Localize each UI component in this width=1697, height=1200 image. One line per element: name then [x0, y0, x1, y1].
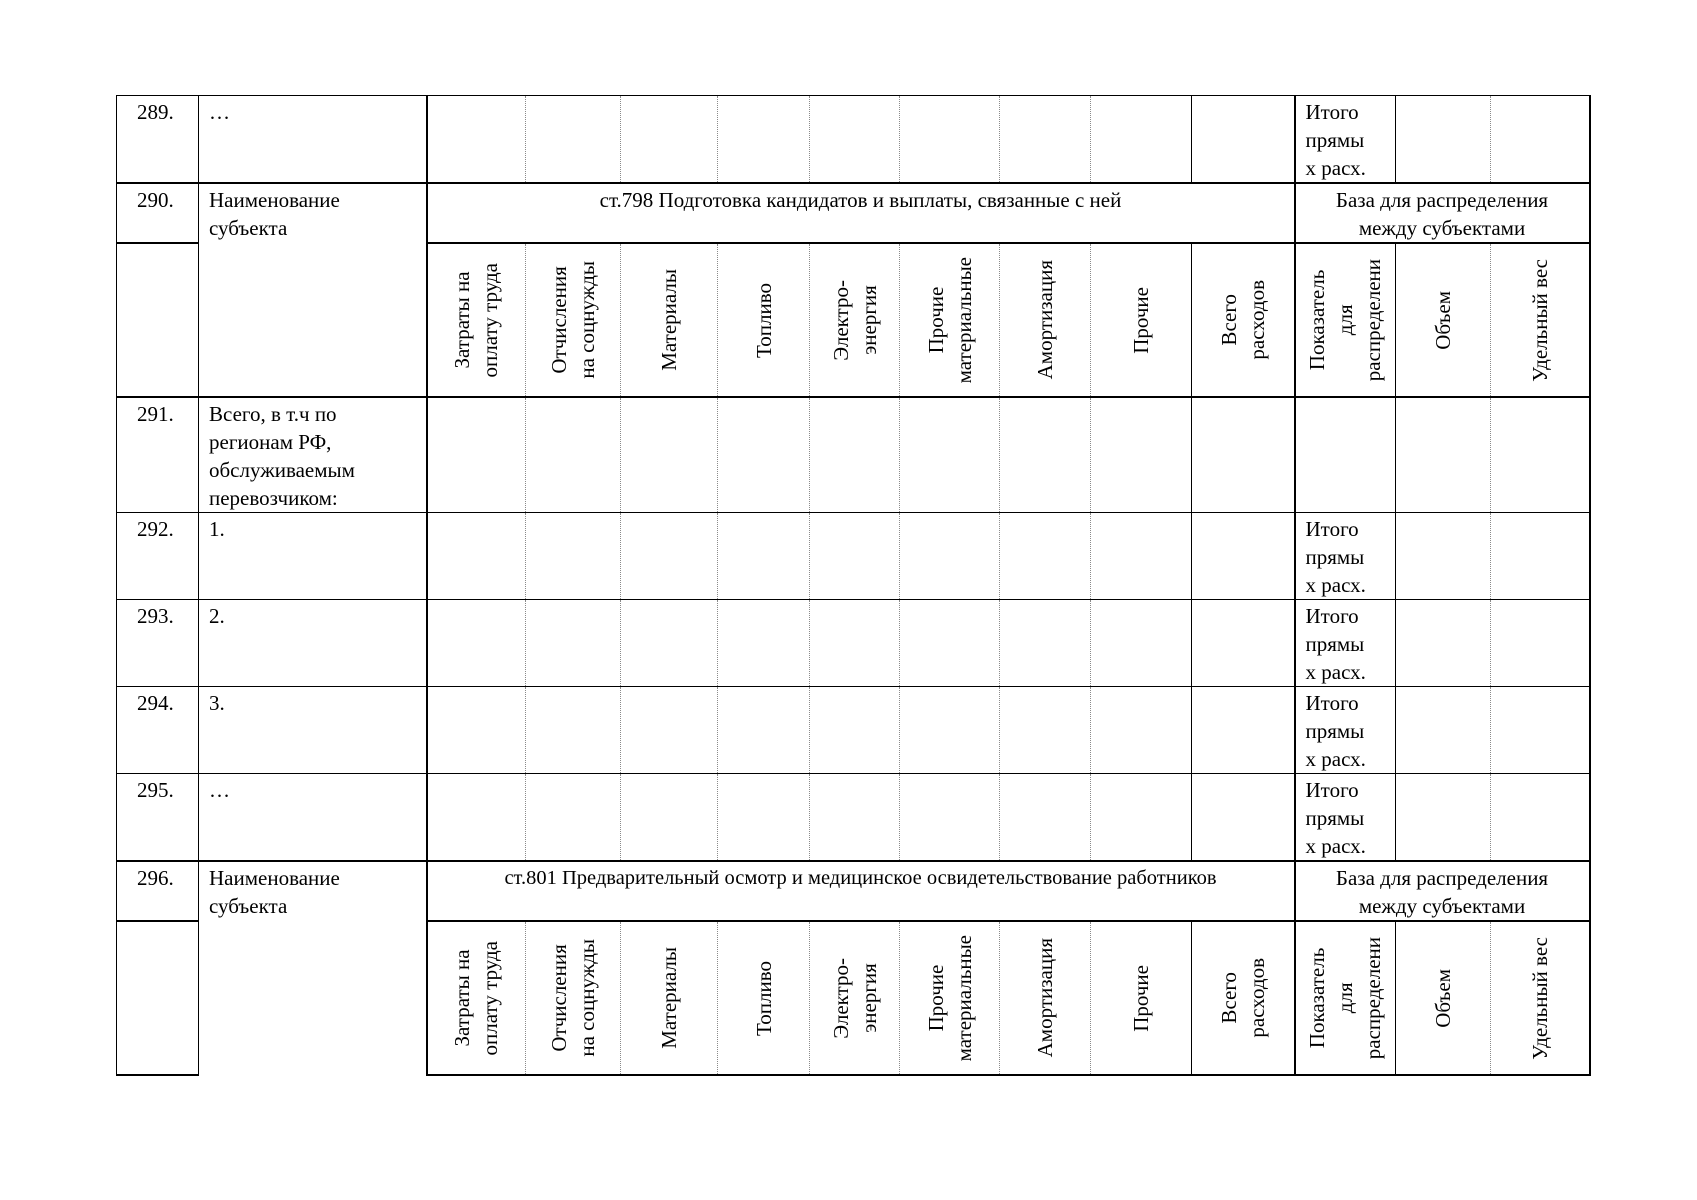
table-row	[117, 687, 1590, 774]
column-header: Удельный вес	[1491, 921, 1590, 1075]
cost-cell	[810, 600, 900, 687]
row-name: …	[199, 774, 427, 862]
volume-cell	[1396, 687, 1491, 774]
cost-cell	[718, 397, 810, 513]
base-indicator-cell: Итого прямы х расх.	[1295, 513, 1396, 600]
column-header: Топливо	[718, 921, 810, 1075]
row-number: 294.	[117, 687, 199, 774]
cost-cell	[1091, 687, 1192, 774]
cost-cell	[718, 687, 810, 774]
share-cell	[1491, 397, 1590, 513]
base-indicator-cell: Итого прямы х расх.	[1295, 774, 1396, 862]
cost-cell	[526, 96, 621, 184]
total-cost-cell	[1192, 774, 1295, 862]
cost-cell	[718, 96, 810, 184]
table-row	[117, 183, 1590, 243]
column-header: Прочие материальные	[900, 243, 1000, 397]
column-header: Электро- энергия	[810, 243, 900, 397]
row-number: 289.	[117, 96, 199, 184]
row-name: 2.	[199, 600, 427, 687]
cost-cell	[1000, 600, 1091, 687]
cost-cell	[526, 774, 621, 862]
cost-cell	[1091, 600, 1192, 687]
base-indicator-cell	[1295, 397, 1396, 513]
row-number: 296.	[117, 861, 199, 921]
cost-cell	[621, 96, 718, 184]
cost-cell	[621, 774, 718, 862]
share-cell	[1491, 774, 1590, 862]
row-name: Всего, в т.ч по регионам РФ, обслуживаемым перевозчиком:	[199, 397, 427, 513]
total-cost-cell	[1192, 96, 1295, 184]
cost-cell	[526, 600, 621, 687]
share-cell	[1491, 96, 1590, 184]
total-cost-cell	[1192, 513, 1295, 600]
cost-distribution-table	[116, 95, 1591, 1076]
row-name: 1.	[199, 513, 427, 600]
cost-cell	[621, 600, 718, 687]
cost-cell	[810, 513, 900, 600]
base-header: База для распределения между субъектами	[1295, 861, 1590, 921]
column-header: Всего расходов	[1192, 921, 1295, 1075]
cost-cell	[1091, 96, 1192, 184]
cost-cell	[621, 687, 718, 774]
column-header: Амортизация	[1000, 921, 1091, 1075]
row-number: 295.	[117, 774, 199, 862]
base-indicator-cell: Итого прямы х расх.	[1295, 600, 1396, 687]
cost-cell	[427, 600, 526, 687]
cost-cell	[1000, 96, 1091, 184]
cost-cell	[1091, 397, 1192, 513]
column-header: Затраты на оплату труда	[427, 243, 526, 397]
column-header: Прочие	[1091, 243, 1192, 397]
article-header: ст.798 Подготовка кандидатов и выплаты, связанные с ней	[427, 183, 1295, 243]
cost-cell	[1000, 774, 1091, 862]
volume-cell	[1396, 96, 1491, 184]
cost-cell	[427, 397, 526, 513]
volume-cell	[1396, 774, 1491, 862]
column-header: Материалы	[621, 243, 718, 397]
row-number: 292.	[117, 513, 199, 600]
row-name: Наименование субъекта	[199, 861, 427, 1075]
table-row	[117, 397, 1590, 513]
cost-cell	[1091, 513, 1192, 600]
cost-cell	[427, 774, 526, 862]
cost-cell	[526, 397, 621, 513]
row-number	[117, 921, 199, 1075]
column-header: Отчисления на соцнужды	[526, 921, 621, 1075]
cost-cell	[1000, 513, 1091, 600]
column-header: Прочие	[1091, 921, 1192, 1075]
row-number: 291.	[117, 397, 199, 513]
column-header: Всего расходов	[1192, 243, 1295, 397]
row-name: Наименование субъекта	[199, 183, 427, 397]
total-cost-cell	[1192, 687, 1295, 774]
cost-cell	[810, 397, 900, 513]
cost-cell	[718, 513, 810, 600]
total-cost-cell	[1192, 600, 1295, 687]
column-header: Топливо	[718, 243, 810, 397]
cost-cell	[900, 513, 1000, 600]
cost-cell	[427, 687, 526, 774]
cost-cell	[900, 687, 1000, 774]
volume-cell	[1396, 600, 1491, 687]
cost-cell	[718, 600, 810, 687]
row-name: 3.	[199, 687, 427, 774]
column-header: Амортизация	[1000, 243, 1091, 397]
share-cell	[1491, 687, 1590, 774]
row-number: 293.	[117, 600, 199, 687]
cost-cell	[900, 96, 1000, 184]
cost-cell	[900, 397, 1000, 513]
share-cell	[1491, 513, 1590, 600]
table-row	[117, 600, 1590, 687]
table-row	[117, 774, 1590, 862]
cost-cell	[810, 96, 900, 184]
total-cost-cell	[1192, 397, 1295, 513]
column-header: Показатель для распределени	[1295, 921, 1396, 1075]
column-header: Объем	[1396, 243, 1491, 397]
cost-cell	[718, 774, 810, 862]
cost-cell	[810, 774, 900, 862]
column-header: Прочие материальные	[900, 921, 1000, 1075]
column-header: Удельный вес	[1491, 243, 1590, 397]
column-header: Отчисления на соцнужды	[526, 243, 621, 397]
column-header: Материалы	[621, 921, 718, 1075]
cost-cell	[810, 687, 900, 774]
cost-cell	[900, 774, 1000, 862]
cost-cell	[621, 513, 718, 600]
column-header: Объем	[1396, 921, 1491, 1075]
cost-cell	[526, 513, 621, 600]
volume-cell	[1396, 397, 1491, 513]
column-header: Показатель для распределени	[1295, 243, 1396, 397]
cost-cell	[526, 687, 621, 774]
row-number: 290.	[117, 183, 199, 243]
cost-cell	[900, 600, 1000, 687]
row-name: …	[199, 96, 427, 184]
table-row	[117, 861, 1590, 921]
cost-cell	[1091, 774, 1192, 862]
share-cell	[1491, 600, 1590, 687]
column-header: Затраты на оплату труда	[427, 921, 526, 1075]
article-header: ст.801 Предварительный осмотр и медицинское освидетельствование работников	[427, 861, 1295, 921]
table-row	[117, 96, 1590, 184]
base-header: База для распределения между субъектами	[1295, 183, 1590, 243]
cost-cell	[1000, 687, 1091, 774]
cost-cell	[427, 513, 526, 600]
row-number	[117, 243, 199, 397]
column-header: Электро- энергия	[810, 921, 900, 1075]
base-indicator-cell: Итого прямы х расх.	[1295, 687, 1396, 774]
cost-cell	[427, 96, 526, 184]
table-row	[117, 513, 1590, 600]
cost-cell	[1000, 397, 1091, 513]
cost-cell	[621, 397, 718, 513]
base-indicator-cell: Итого прямы х расх.	[1295, 96, 1396, 184]
volume-cell	[1396, 513, 1491, 600]
